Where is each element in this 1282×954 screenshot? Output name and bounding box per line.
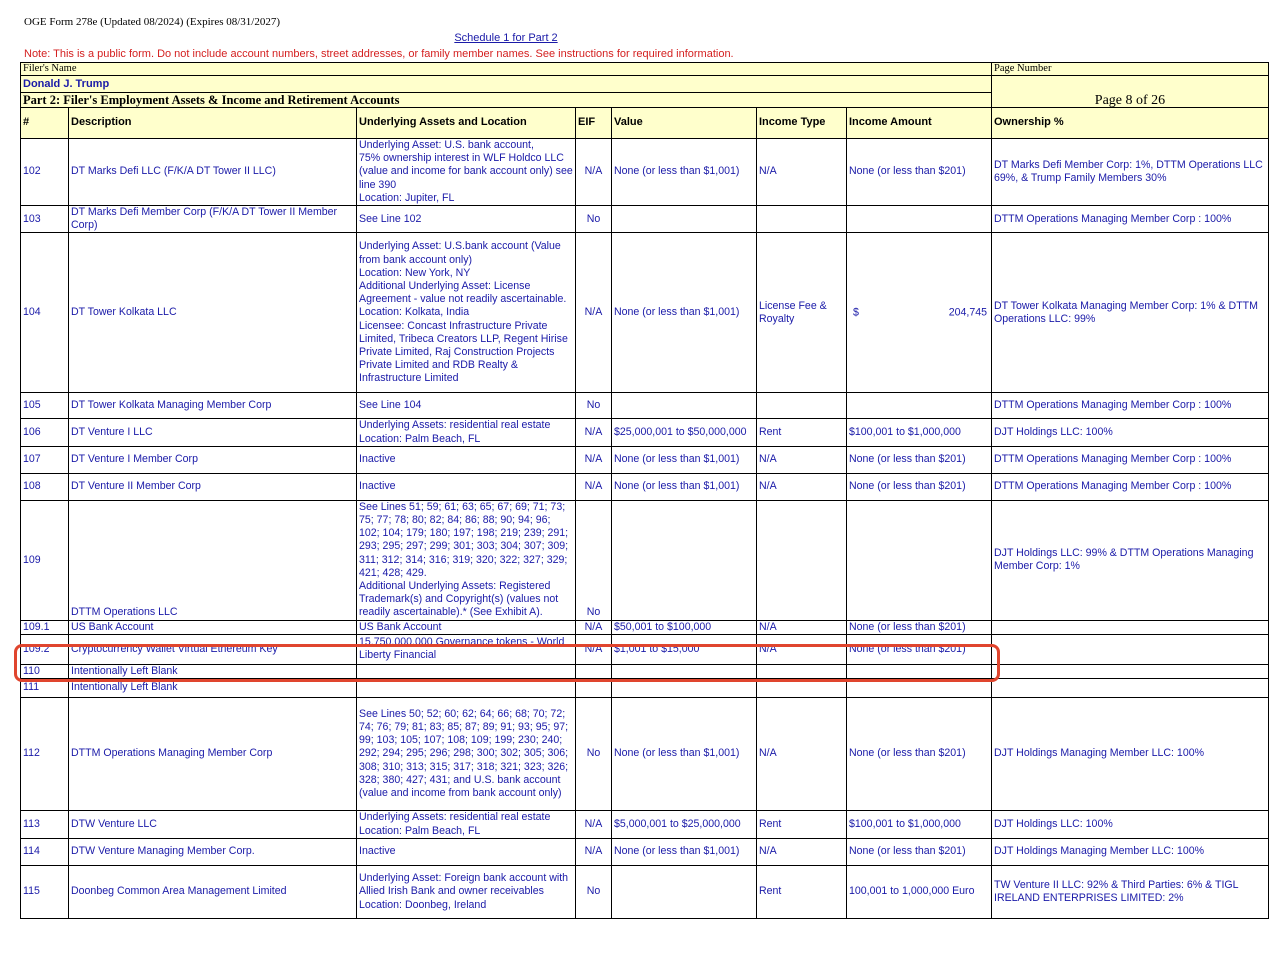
row-number: 113 [21,811,69,839]
row-underlying-assets [357,664,576,678]
row-eif [576,679,612,698]
row-ownership: DJT Holdings LLC: 99% & DTTM Operations Managing Member Corp: 1% [992,500,1269,620]
row-income-type: Rent [757,419,847,446]
col-header-ownership: Ownership % [992,108,1269,139]
row-income-type: Rent [757,866,847,919]
row-eif: N/A [576,233,612,393]
row-underlying-assets: Inactive [357,473,576,500]
row-value: $5,000,001 to $25,000,000 [612,811,757,839]
row-number: 114 [21,839,69,866]
row-description: DT Venture II Member Corp [69,473,357,500]
col-header-income-type: Income Type [757,108,847,139]
row-income-amount: None (or less than $201) [847,698,992,811]
row-income-amount [847,206,992,233]
row-number: 103 [21,206,69,233]
row-description: Cryptocurrency Wallet Virtual Ethereum Key [69,634,357,664]
row-value: $25,000,001 to $50,000,000 [612,419,757,446]
row-income-amount: None (or less than $201) [847,839,992,866]
row-eif: N/A [576,811,612,839]
table-row [21,866,1269,919]
row-description: US Bank Account [69,620,357,634]
table-row [21,811,1269,839]
row-income-amount [847,664,992,678]
row-ownership: TW Venture II LLC: 92% & Third Parties: 6% & TIGL IRELAND ENTERPRISES LIMITED: 2% [992,866,1269,919]
table-row [21,839,1269,866]
row-description: DTTM Operations Managing Member Corp [69,698,357,811]
row-income-amount: 100,001 to 1,000,000 Euro [847,866,992,919]
table-row [21,679,1269,698]
row-income-type: N/A [757,473,847,500]
row-income-type [757,500,847,620]
row-value [612,664,757,678]
row-eif: No [576,393,612,419]
row-eif: N/A [576,839,612,866]
row-income-type: N/A [757,139,847,206]
col-header-eif: EIF [576,108,612,139]
schedule-link[interactable]: Schedule 1 for Part 2 [454,32,558,44]
row-number: 115 [21,866,69,919]
row-income-type: N/A [757,620,847,634]
row-underlying-assets: Underlying Asset: Foreign bank account with Allied Irish Bank and owner receivables Location: Doonbeg, Ireland [357,866,576,919]
row-description: DT Tower Kolkata LLC [69,233,357,393]
row-number: 105 [21,393,69,419]
table-row [21,233,1269,393]
row-income-type [757,393,847,419]
row-underlying-assets [357,679,576,698]
row-value: None (or less than $1,001) [612,233,757,393]
row-ownership: DT Marks Defi Member Corp: 1%, DTTM Operations LLC 69%, & Trump Family Members 30% [992,139,1269,206]
row-ownership: DJT Holdings LLC: 100% [992,811,1269,839]
row-underlying-assets: US Bank Account [357,620,576,634]
row-eif: N/A [576,419,612,446]
col-header-description: Description [69,108,357,139]
column-header-row [21,108,1269,139]
table-row [21,664,1269,678]
row-description: DT Venture I LLC [69,419,357,446]
row-income-type: N/A [757,698,847,811]
row-ownership: DTTM Operations Managing Member Corp : 100% [992,393,1269,419]
table-row [21,698,1269,811]
filer-name-label: Filer's Name [21,63,992,76]
row-ownership [992,679,1269,698]
row-description: DTW Venture Managing Member Corp. [69,839,357,866]
row-value: $50,001 to $100,000 [612,620,757,634]
row-number: 108 [21,473,69,500]
row-description: DT Venture I Member Corp [69,446,357,473]
row-eif: N/A [576,620,612,634]
income-currency: $ [853,306,859,319]
row-income-amount [847,393,992,419]
form-head [21,63,1269,139]
disclosure-form [20,62,1268,919]
row-income-amount [847,233,992,393]
row-income-amount: None (or less than $201) [847,139,992,206]
row-underlying-assets: Underlying Assets: residential real estate Location: Palm Beach, FL [357,811,576,839]
row-number: 109.1 [21,620,69,634]
row-number: 104 [21,233,69,393]
col-header-income-amount: Income Amount [847,108,992,139]
row-eif: No [576,206,612,233]
filer-name: Donald J. Trump [21,76,992,93]
row-eif [576,664,612,678]
row-income-type: N/A [757,839,847,866]
row-eif: No [576,866,612,919]
assets-table [20,62,1269,919]
row-ownership: DJT Holdings Managing Member LLC: 100% [992,839,1269,866]
row-value [612,206,757,233]
row-income-amount: None (or less than $201) [847,620,992,634]
table-row [21,139,1269,206]
row-number: 106 [21,419,69,446]
row-underlying-assets: Inactive [357,839,576,866]
table-row [21,446,1269,473]
row-eif: N/A [576,446,612,473]
row-number: 107 [21,446,69,473]
row-number: 112 [21,698,69,811]
row-underlying-assets: 15,750,000,000 Governance tokens - World Liberty Financial [357,634,576,664]
row-income-amount: None (or less than $201) [847,634,992,664]
row-underlying-assets: See Lines 50; 52; 60; 62; 64; 66; 68; 70; 72; 74; 76; 79; 81; 83; 85; 87; 89; 91; 93; 95; 97; 99; 103; 105; 107; 108; 109; 199; 230; 240; 292; 294; 295; 296; 298; 300; 302; 305; 306; 308; 310; 313; 315; 317; 318; 321; 323; 326; 328; 380; 427; 431; and U.S. bank account (value and income from bank account only) [357,698,576,811]
row-ownership: DJT Holdings Managing Member LLC: 100% [992,698,1269,811]
row-eif: N/A [576,634,612,664]
row-income-type: N/A [757,634,847,664]
public-form-note: Note: This is a public form. Do not include account numbers, street addresses, or family member names. See instructions for required information. [24,48,734,60]
row-ownership: DJT Holdings LLC: 100% [992,419,1269,446]
row-number: 102 [21,139,69,206]
row-underlying-assets: See Line 102 [357,206,576,233]
row-description: Intentionally Left Blank [69,664,357,678]
row-description: Intentionally Left Blank [69,679,357,698]
row-ownership: DTTM Operations Managing Member Corp : 100% [992,446,1269,473]
row-number: 109 [21,500,69,620]
row-eif: N/A [576,473,612,500]
row-value: None (or less than $1,001) [612,473,757,500]
row-eif: No [576,698,612,811]
row-income-amount: $100,001 to $1,000,000 [847,419,992,446]
row-underlying-assets: Inactive [357,446,576,473]
col-header-assets: Underlying Assets and Location [357,108,576,139]
row-income-amount [847,500,992,620]
row-description: DTW Venture LLC [69,811,357,839]
row-value: None (or less than $1,001) [612,139,757,206]
row-ownership [992,634,1269,664]
row-underlying-assets: Underlying Assets: residential real estate Location: Palm Beach, FL [357,419,576,446]
row-income-type [757,679,847,698]
table-row [21,620,1269,634]
row-number: 111 [21,679,69,698]
row-value: None (or less than $1,001) [612,446,757,473]
income-number: 204,745 [948,306,987,319]
row-underlying-assets: Underlying Asset: U.S.bank account (Value from bank account only) Location: New York, NY Additional Underlying Asset: License Agreement - value not readily ascertainable. Location: Kolkata, India Licensee: Concast Infrastructure Private Limited, Tribeca Creators LLP, Regent Hirise Private Limited, Raj Construction Projects Private Limited and RDB Realty & Infrastructure Limited [357,233,576,393]
row-ownership: DTTM Operations Managing Member Corp : 100% [992,206,1269,233]
row-underlying-assets: See Lines 51; 59; 61; 63; 65; 67; 69; 71; 73; 75; 77; 78; 80; 82; 84; 86; 88; 90; 94; 96; 102; 104; 179; 180; 197; 198; 219; 239; 291; 293; 295; 297; 299; 301; 303; 304; 307; 309; 311; 312; 314; 316; 319; 320; 322; 327; 329; 421; 428; 429. Additional Underlying Assets: Registered Trademark(s) and Copyright(s) (values not readily ascertainable).* (See Exhibit A). [357,500,576,620]
row-eif: N/A [576,139,612,206]
table-row [21,206,1269,233]
row-value [612,393,757,419]
table-body [21,139,1269,919]
row-description: DT Tower Kolkata Managing Member Corp [69,393,357,419]
row-ownership: DT Tower Kolkata Managing Member Corp: 1% & DTTM Operations LLC: 99% [992,233,1269,393]
table-row [21,393,1269,419]
row-income-type [757,206,847,233]
row-value [612,500,757,620]
row-income-type: Rent [757,811,847,839]
table-row [21,473,1269,500]
row-value [612,679,757,698]
row-ownership: DTTM Operations Managing Member Corp : 100% [992,473,1269,500]
row-description: DTTM Operations LLC [69,500,357,620]
row-eif: No [576,500,612,620]
row-underlying-assets: See Line 104 [357,393,576,419]
col-header-value: Value [612,108,757,139]
row-income-type: N/A [757,446,847,473]
row-number: 109.2 [21,634,69,664]
row-value: None (or less than $1,001) [612,839,757,866]
row-income-type: License Fee & Royalty [757,233,847,393]
row-income-amount [847,679,992,698]
row-description: DT Marks Defi LLC (F/K/A DT Tower II LLC) [69,139,357,206]
row-income-amount: None (or less than $201) [847,473,992,500]
form-header: OGE Form 278e (Updated 08/2024) (Expires 08/31/2027) [24,16,281,28]
col-header-num: # [21,108,69,139]
row-description: Doonbeg Common Area Management Limited [69,866,357,919]
row-value [612,866,757,919]
row-income-amount: $100,001 to $1,000,000 [847,811,992,839]
row-number: 110 [21,664,69,678]
page-number: Page 8 of 26 [992,76,1269,108]
row-ownership [992,620,1269,634]
table-row [21,500,1269,620]
row-ownership [992,664,1269,678]
row-value: $1,001 to $15,000 [612,634,757,664]
row-income-type [757,664,847,678]
table-row [21,419,1269,446]
page-number-label: Page Number [992,63,1269,76]
row-income-amount: None (or less than $201) [847,446,992,473]
row-description: DT Marks Defi Member Corp (F/K/A DT Tower II Member Corp) [69,206,357,233]
row-underlying-assets: Underlying Asset: U.S. bank account, 75% ownership interest in WLF Holdco LLC (value and income for bank account only) see line 390 Location: Jupiter, FL [357,139,576,206]
row-value: None (or less than $1,001) [612,698,757,811]
table-row [21,634,1269,664]
part-title: Part 2: Filer's Employment Assets & Income and Retirement Accounts [21,93,992,108]
